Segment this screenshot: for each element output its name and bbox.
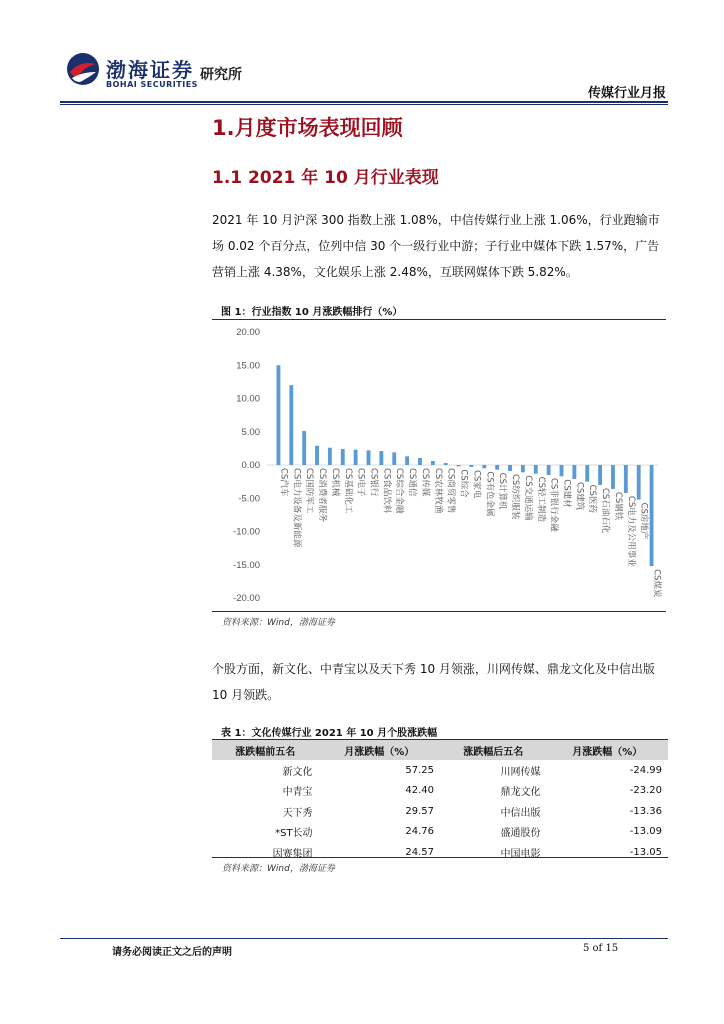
cell: 24.57 (405, 846, 434, 858)
cell: 57.25 (405, 764, 434, 776)
y-tick-label: 20.00 (236, 327, 260, 338)
x-category-label: CS商贸零售 (445, 468, 456, 514)
x-category-label: CS基础化工 (342, 468, 353, 514)
cell: 新文化 (282, 766, 313, 778)
table-row (212, 801, 668, 822)
x-category-label: CS电子 (355, 468, 366, 497)
bar (470, 465, 474, 467)
paragraph-industry: 2021 年 10 月沪深 300 指数上涨 1.08%，中信传媒行业上涨 1.06%，行业跑输市场 0.02 个百分点，位列中信 30 个一级行业中游；子行业中媒体下跌 1.57%，广告营销上涨 4.38%，文化娱乐上涨 2.48%，互联网媒体下跌 5.82%。 (212, 213, 660, 279)
section-heading: 1.月度市场表现回顾 (212, 116, 403, 140)
bar (560, 465, 564, 476)
x-category-label: CS家电 (471, 469, 482, 499)
bar (508, 465, 512, 471)
table-row (212, 781, 668, 802)
cell: -13.36 (629, 805, 662, 817)
y-tick-label: -5.00 (238, 493, 260, 505)
col-header-top5: 涨跌幅前五名 (212, 740, 319, 760)
x-category-label: CS消费者服务 (317, 468, 328, 522)
paragraph-stocks: 个股方面，新文化、中青宝以及天下秀 10 月领涨，川网传媒、鼎龙文化及中信出版 10 月领跌。 (212, 662, 655, 702)
figure-source: 资料来源：Wind，渤海证券 (222, 618, 335, 628)
cell: 42.40 (405, 785, 434, 797)
x-category-label: CS房地产 (638, 502, 649, 540)
bar (598, 465, 602, 485)
x-category-label: CS综合金融 (394, 468, 405, 514)
table-row (212, 842, 668, 863)
cell: 天下秀 (282, 807, 313, 819)
cell: -13.09 (629, 826, 662, 838)
bar (367, 450, 371, 465)
y-tick-label: 0.00 (241, 460, 260, 471)
subsection-heading: 1.1 2021 年 10 月行业表现 (212, 168, 439, 188)
table-rule-bottom (212, 857, 668, 858)
y-tick-label: -15.00 (233, 559, 260, 571)
report-type: 传媒行业月报 (587, 86, 666, 101)
x-category-label: CS交通运输 (522, 475, 533, 521)
bar (457, 465, 461, 466)
bar-chart (212, 322, 668, 608)
cell: 中国电影 (500, 848, 541, 860)
bar (534, 465, 538, 474)
x-category-label: CS银行 (368, 468, 379, 497)
cell: 中信出版 (500, 807, 541, 819)
x-category-label: CS电力设备及新能源 (291, 468, 302, 548)
x-category-label: CS食品饮料 (381, 468, 392, 514)
x-category-label: CS煤炭 (651, 569, 662, 598)
x-category-label: CS通信 (407, 468, 418, 497)
col-header-bottom5-pct: 月涨跌幅（%） (547, 740, 668, 760)
bar (624, 465, 628, 493)
table-header-row (212, 740, 668, 760)
header-rule (60, 101, 668, 103)
cell: 盛通股份 (500, 828, 541, 840)
bar (572, 465, 576, 479)
bar (611, 465, 615, 489)
x-category-label: CS传媒 (419, 468, 430, 497)
x-category-label: CS建材 (561, 479, 572, 508)
institute-label: 研究所 (200, 67, 242, 83)
bar (302, 431, 306, 465)
cell: 因赛集团 (272, 848, 313, 860)
figure-rule-bottom (212, 611, 666, 612)
x-category-label: CS电力及公用事业 (625, 495, 636, 567)
x-category-label: CS国防军工 (304, 468, 315, 514)
cell: 鼎龙文化 (500, 787, 541, 799)
y-tick-label: 10.00 (236, 393, 260, 405)
col-header-top5-pct: 月涨跌幅（%） (319, 740, 440, 760)
x-category-label: CS有色金属 (484, 471, 495, 517)
x-category-label: CS计算机 (497, 472, 508, 510)
x-category-label: CS机械 (329, 468, 340, 497)
cell: -13.05 (629, 846, 662, 858)
bar (328, 448, 332, 465)
cell: 中青宝 (282, 787, 313, 799)
bar (379, 451, 383, 465)
stock-table (212, 740, 668, 863)
bar (495, 465, 499, 470)
y-tick-label: 5.00 (241, 426, 260, 438)
bar (444, 463, 448, 465)
cell: -23.20 (629, 785, 662, 797)
figure-title: 图 1：行业指数 10 月涨跌幅排行（%） (221, 307, 403, 318)
col-header-bottom5: 涨跌幅后五名 (440, 740, 547, 760)
header-rule-thin (60, 104, 668, 105)
y-tick-label: 15.00 (236, 360, 260, 372)
x-category-label: CS轻工制造 (535, 476, 546, 522)
y-tick-label: -20.00 (233, 593, 260, 604)
bar (392, 452, 396, 465)
bar (315, 446, 319, 465)
bar (341, 449, 345, 465)
page-number: 5 of 15 (583, 943, 619, 954)
cell: *ST长动 (275, 828, 313, 840)
x-category-label: CS建筑 (574, 481, 585, 511)
x-category-label: CS钢铁 (612, 491, 623, 521)
cell: 29.57 (405, 805, 434, 817)
bar (289, 385, 293, 465)
x-category-label: CS汽车 (278, 468, 289, 497)
logo-text: 渤海证券 (106, 58, 194, 82)
bar (650, 465, 654, 566)
table-title: 表 1：文化传媒行业 2021 年 10 月个股涨跌幅 (221, 728, 438, 739)
y-tick-label: -10.00 (233, 526, 260, 538)
table-source: 资料来源：Wind，渤海证券 (222, 864, 335, 874)
bar (482, 465, 486, 468)
table-row (212, 760, 668, 781)
footer-rule (60, 938, 668, 939)
bar (547, 465, 551, 475)
figure-rule-top (212, 319, 666, 320)
bar (277, 365, 281, 465)
bar (637, 465, 641, 500)
table-row (212, 822, 668, 843)
cell: -24.99 (629, 764, 662, 776)
logo-icon (66, 52, 100, 86)
bar (431, 461, 435, 465)
x-category-label: CS非银行金融 (548, 477, 559, 532)
x-category-label: CS综合 (458, 469, 469, 498)
bar (354, 450, 358, 465)
footer-disclaimer: 请务必阅读正文之后的声明 (112, 947, 232, 958)
x-category-label: CS农林牧渔 (432, 468, 443, 514)
x-category-label: CS医药 (587, 484, 598, 513)
bar (585, 465, 589, 482)
bar (521, 465, 525, 472)
x-category-label: CS纺织服装 (510, 473, 521, 520)
bar (418, 458, 422, 465)
bar (405, 456, 409, 465)
x-category-label: CS石油石化 (600, 487, 611, 534)
cell: 24.76 (405, 826, 434, 838)
logo-english: BOHAI SECURITIES (106, 80, 198, 89)
cell: 川网传媒 (500, 766, 541, 778)
